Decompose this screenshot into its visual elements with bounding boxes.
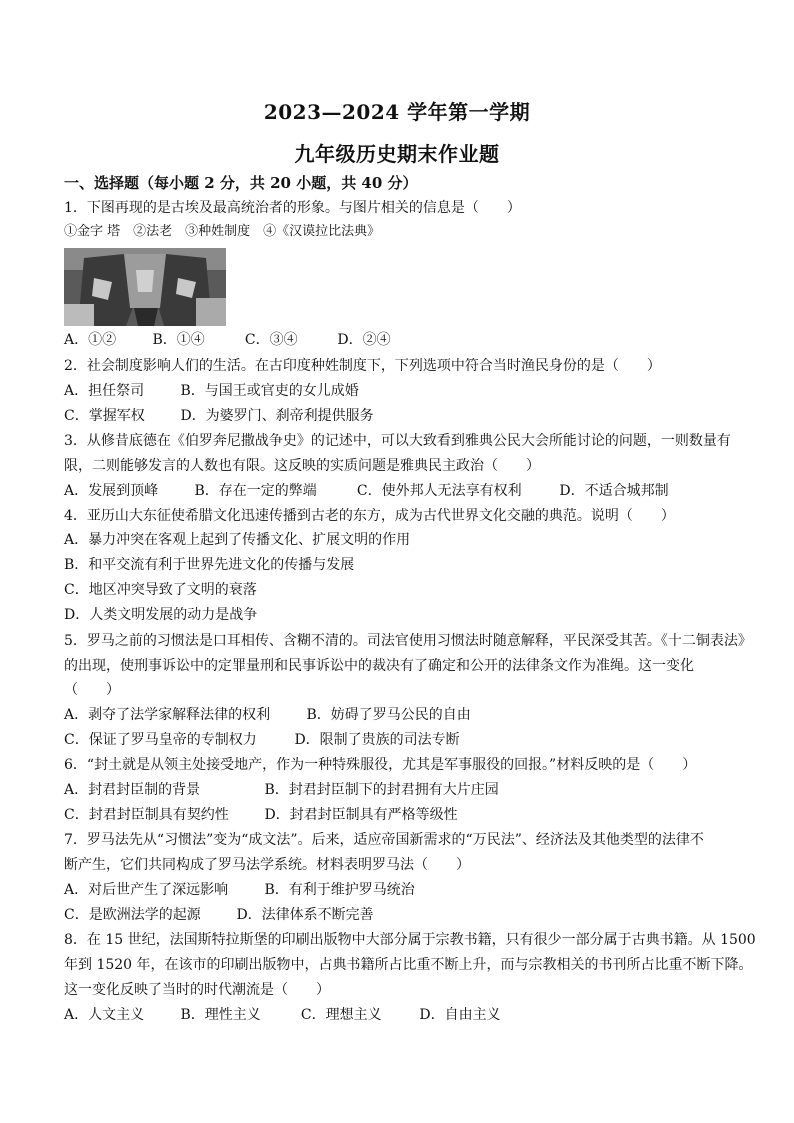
q3-option-a[interactable]: A．发展到顶峰 <box>64 483 159 499</box>
q1-option-a[interactable]: A．①② <box>64 332 117 348</box>
q6-option-a[interactable]: A．封君封臣制的背景 <box>64 782 201 798</box>
q7-stem-line2: 断产生，它们共同构成了罗马法学系统。材料表明罗马法（ ） <box>64 857 470 873</box>
q6-option-d[interactable]: D．封君封臣制具有严格等级性 <box>264 807 458 823</box>
q7-stem-line1: 7．罗马法先从“习惯法”变为“成文法”。后来，适应帝国新需求的“万民法”、经济法及其他类型的法律不 <box>64 832 704 848</box>
q4-option-b[interactable]: B．和平交流有利于世界先进文化的传播与发展 <box>64 557 355 573</box>
q8-stem-line2: 年到 1520 年，在该市的印刷出版物中，占典书籍所占比重不断上升，而与宗教相关的书刊所占比重不断下降。 <box>64 957 753 973</box>
q2-options-row2 <box>64 406 374 426</box>
q5-stem-line1: 5．罗马之前的习惯法是口耳相传、含糊不清的。司法官使用习惯法时随意解释，平民深受其苦。《十二铜表法》 <box>64 633 752 649</box>
q2-option-c[interactable]: C．掌握军权 <box>64 408 145 424</box>
q6-options-row2 <box>64 805 458 825</box>
q5-option-b[interactable]: B．妨碍了罗马公民的自由 <box>306 707 471 723</box>
q7-option-c[interactable]: C．是欧洲法学的起源 <box>64 907 201 923</box>
q2-stem: 2．社会制度影响人们的生活。在古印度种姓制度下，下列选项中符合当时渔民身份的是（ ） <box>64 358 661 374</box>
q7-option-b[interactable]: B．有利于维护罗马统治 <box>264 882 415 898</box>
q5-options-row2 <box>64 730 460 750</box>
q3-option-b[interactable]: B．存在一定的弊端 <box>194 483 317 499</box>
q2-option-a[interactable]: A．担任祭司 <box>64 383 145 399</box>
q2-option-d[interactable]: D．为婆罗门、刹帝利提供服务 <box>180 408 374 424</box>
q2-options-row1 <box>64 381 359 401</box>
q1-option-d[interactable]: D．②④ <box>337 332 391 348</box>
q5-stem-line3: （ ） <box>64 682 120 698</box>
q3-stem-line2: 限，二则能够发言的人数也有限。这反映的实质问题是雅典民主政治（ ） <box>64 458 540 474</box>
q3-option-c[interactable]: C．使外邦人无法享有权利 <box>356 483 522 499</box>
q1-items: ①金字 塔 ②法老 ③种姓制度 ④《汉谟拉比法典》 <box>64 224 381 239</box>
q4-option-a[interactable]: A．暴力冲突在客观上起到了传播文化、扩展文明的作用 <box>64 532 411 548</box>
q1-option-c[interactable]: C．③④ <box>244 332 298 348</box>
q7-options-row1 <box>64 880 415 900</box>
q8-options <box>64 1005 501 1025</box>
q8-option-c[interactable]: C．理想主义 <box>300 1007 382 1023</box>
q5-option-a[interactable]: A．剥夺了法学家解释法律的权利 <box>64 707 271 723</box>
q3-stem-line1: 3．从修昔底德在《伯罗奔尼撒战争史》的记述中，可以大致看到雅典公民大会所能讨论的问题，一则数量有 <box>64 433 731 449</box>
year-title: 2023—2024 学年第一学期 <box>263 100 531 124</box>
q4-option-d[interactable]: D．人类文明发展的动力是战争 <box>64 607 258 623</box>
q2-option-b[interactable]: B．与国王或官吏的女儿成婚 <box>180 383 359 399</box>
q8-option-d[interactable]: D．自由主义 <box>419 1007 501 1023</box>
q3-option-d[interactable]: D．不适合城邦制 <box>559 483 669 499</box>
q1-option-b[interactable]: B．①④ <box>152 332 205 348</box>
q1-stem: 1．下图再现的是古埃及最高统治者的形象。与图片相关的信息是（ ） <box>64 200 521 216</box>
q8-option-b[interactable]: B．理性主义 <box>180 1007 261 1023</box>
q5-options-row1 <box>64 705 471 725</box>
q6-options-row1 <box>64 780 499 800</box>
exam-title: 九年级历史期末作业题 <box>294 142 500 166</box>
q6-option-c[interactable]: C．封君封臣制具有契约性 <box>64 807 229 823</box>
q5-stem-line2: 的出现，使刑事诉讼中的定罪量刑和民事诉讼中的裁决有了确定和公开的法律条文作为准绳。这一变化 <box>64 658 694 674</box>
q7-options-row2 <box>64 905 374 925</box>
q7-option-d[interactable]: D．法律体系不断完善 <box>236 907 374 923</box>
q4-option-c[interactable]: C．地区冲突导致了文明的衰落 <box>64 582 257 598</box>
q5-option-d[interactable]: D．限制了贵族的司法专断 <box>294 732 460 748</box>
q8-stem-line3: 这一变化反映了当时的时代潮流是（ ） <box>64 982 330 998</box>
pharaoh-image <box>64 248 226 326</box>
q6-option-b[interactable]: B．封君封臣制下的封君拥有大片庄园 <box>264 782 499 798</box>
q8-option-a[interactable]: A．人文主义 <box>64 1007 145 1023</box>
section-heading: 一、选择题（每小题 2 分，共 20 小题，共 40 分） <box>64 174 418 192</box>
q8-stem-line1: 8．在 15 世纪，法国斯特拉斯堡的印刷出版物中大部分属于宗教书籍，只有很少一部分属于古典书籍。从 1500 <box>64 932 756 948</box>
q4-stem: 4．亚历山大东征使希腊文化迅速传播到古老的东方，成为古代世界文化交融的典范。说明（ ） <box>64 508 675 524</box>
q3-options <box>64 481 669 501</box>
q7-option-a[interactable]: A．对后世产生了深远影响 <box>64 882 229 898</box>
q5-option-c[interactable]: C．保证了罗马皇帝的专制权力 <box>64 732 257 748</box>
q1-options <box>64 330 391 350</box>
q6-stem: 6．“封土就是从领主处接受地产，作为一种特殊服役，尤其是军事服役的回报。”材料反映的是（ ） <box>64 757 697 773</box>
